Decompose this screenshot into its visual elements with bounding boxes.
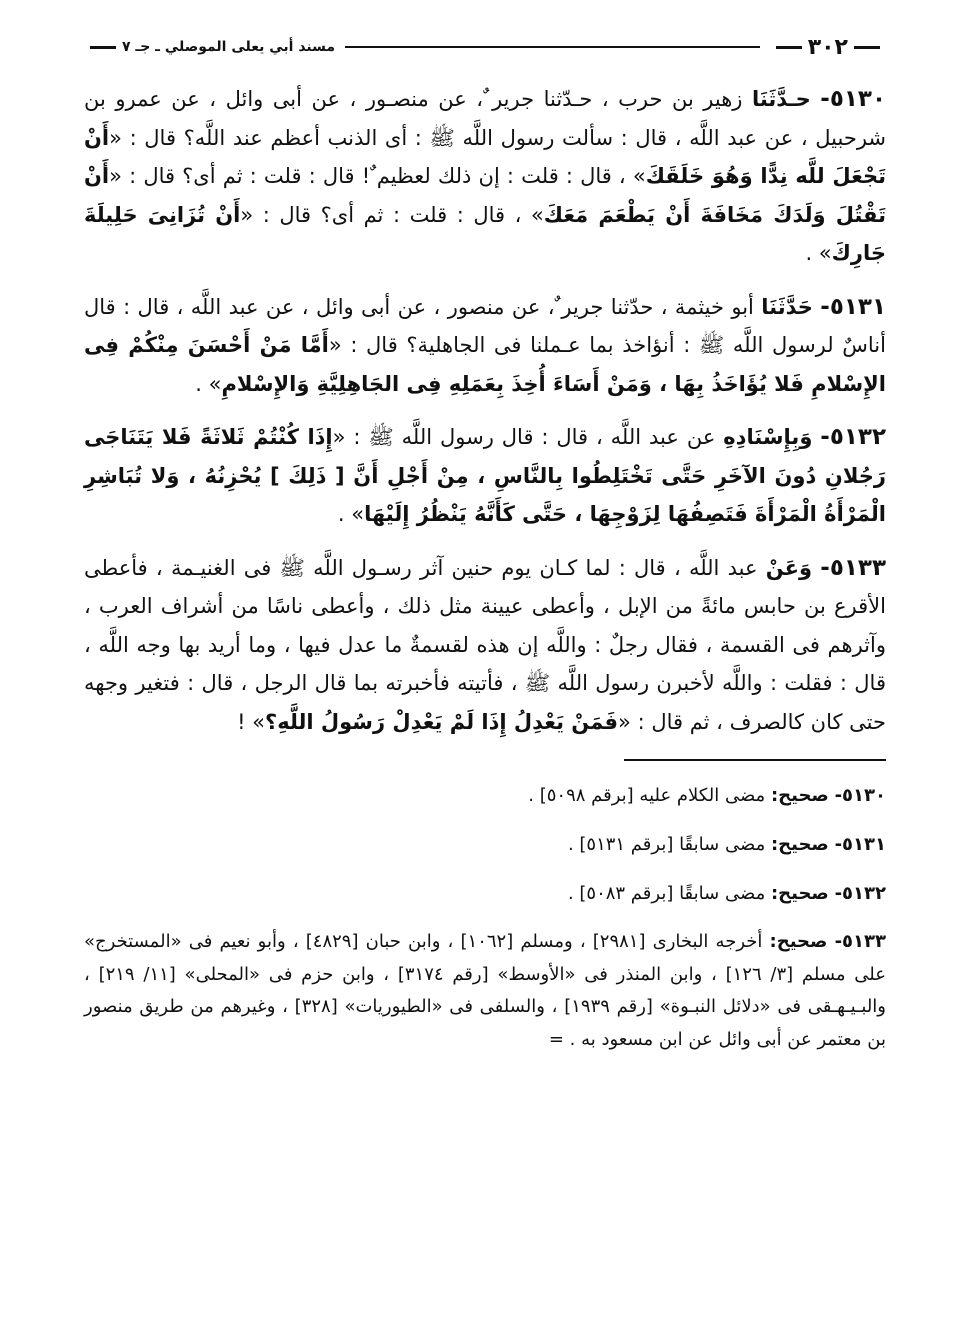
hadith-opener: وَعَنْ <box>765 555 813 580</box>
main-text <box>84 80 886 741</box>
hadith-opener: حـدَّثَنَا <box>751 87 811 111</box>
footnote-grade: صحيح: <box>770 883 829 904</box>
header-dash-right <box>854 46 880 49</box>
hadith-number: ٥١٣٣- <box>820 554 886 581</box>
header-dash-left <box>776 46 802 49</box>
hadith-number: ٥١٣١- <box>820 293 886 320</box>
hadith-isnad: زهير بن حرب ، حـدّثنا جرير ٌ، عن منصـور ، عن أبى وائل ، عن عمرو بن شرحبيل ، عن عبد اللَّه ، قال : سألت رسول اللَّه ﷺ : أى الذنب أعظم عند اللَّه؟ قال : « <box>84 87 886 150</box>
footnote-5132 <box>84 877 886 910</box>
hadith-connector: » ، قال : قلت : ثم أى؟ قال : « <box>240 202 544 227</box>
hadith-5133 <box>84 549 886 742</box>
hadith-opener: حَدَّثَنَا <box>761 294 813 319</box>
hadith-end: » . <box>805 241 832 265</box>
hadith-number: ٥١٣٠- <box>820 86 886 112</box>
hadith-matn: إِذَا كُنْتُمْ ثَلاثَةً فَلا يَتَنَاجَى رَجُلانِ دُونَ الآخَرِ حَتَّى تَخْتَلِطُوا بِالنَّاسِ ، مِنْ أَجْلِ أَنَّ [ ذَلِكَ ] يُحْزِنُهُ ، وَلا تُبَاشِرِ الْمَرْأَةُ الْمَرْأَةَ فَتَصِفُهَا لِزَوْجِهَا ، حَتَّى كَأَنَّهُ يَنْظُرُ إِلَيْهَا <box>84 425 886 526</box>
hadith-matn: أَنْ تَقْتُلَ وَلَدَكَ مَخَافَةَ أَنْ يَطْعَمَ مَعَكَ <box>84 164 887 227</box>
footnote-text: مضى سابقًا [برقم ٥٠٨٣] . <box>567 883 771 904</box>
header-rule <box>345 46 760 48</box>
book-title: مسند أبي يعلى الموصلي ـ جـ ٧ <box>122 39 336 55</box>
hadith-number: ٥١٣٢- <box>820 424 886 450</box>
hadith-matn: فَمَنْ يَعْدِلُ إِذَا لَمْ يَعْدِلْ رَسُولُ اللَّهِ؟ <box>265 709 619 734</box>
page-header <box>84 30 886 64</box>
footnote-5131 <box>84 828 886 861</box>
footnote-text: أخرجه البخارى [٢٩٨١] ، ومسلم [١٠٦٢] ، وابن حبان [٤٨٢٩] ، وأبو نعيم فى «المستخرج» على مسلم [٣/ ١٢٦] ، وابن المنذر فى «الأوسط» [رقم ٣١٧٤] ، وابن حزم فى «المحلى» [١١/ ٢١٩] ، والبـيـهـقى فى «دلائل النبـوة» [رقم ١٩٣٩] ، والسلفى فى «الطيوريات» [٣٢٨] ، وغيرهم من طريق منصور بن معتمر عن أبى وائل عن ابن مسعود به . = <box>84 931 886 1050</box>
footnote-5130 <box>84 779 886 812</box>
footnote-number: ٥١٣٠- <box>834 785 886 806</box>
hadith-isnad: أبو خيثمة ، حدّثنا جرير ٌ، عن منصور ، عن أبى وائل ، عن عبد اللَّه ، قال : قال أناسٌ لرسول اللَّه ﷺ : أنؤاخذ بما عـملنا فى الجاهلية؟ قال : « <box>84 294 886 357</box>
hadith-isnad: عبد اللَّه ، قال : لما كـان يوم حنين آثر رسـول اللَّه ﷺ فى الغنيـمة ، فأعطى الأقرع بن حابس مائةً من الإبل ، وأعطى عيينة مثل ذلك ، وأعطى ناسًا من أشراف العرب ، وآثرهم فى القسمة ، فقال رجلٌ : واللَّه إن هذه لقسمةٌ ما عدل فيها ، وما أريد بها وجه اللَّه ، قال : فقلت : واللَّه لأخبرن رسول اللَّه ﷺ ، فأتيته فأخبرته بما قال الرجل ، قال : فتغير وجهه حتى كان كالصرف ، ثم قال : « <box>84 555 886 734</box>
footnote-5133 <box>84 926 886 1056</box>
footnotes <box>84 779 886 1056</box>
hadith-matn: أَنْ تُزَانِىَ حَلِيلَةَ جَارِكَ <box>84 202 886 265</box>
hadith-end: » . <box>337 502 365 526</box>
hadith-end: » . <box>195 371 222 396</box>
footnote-text: مضى سابقًا [برقم ٥١٣١] . <box>567 834 771 855</box>
hadith-isnad: عن عبد اللَّه ، قال : قال رسول اللَّه ﷺ : « <box>332 425 724 449</box>
footnote-separator <box>624 759 886 761</box>
hadith-5131 <box>84 288 886 404</box>
hadith-matn: أَمَّا مَنْ أَحْسَنَ مِنْكُمْ فِى الإِسْلامِ فَلا يُؤَاخَذُ بِهَا ، وَمَنْ أَسَاءَ أُخِذَ بِعَمَلِهِ فِى الجَاهِلِيَّةِ وَالإِسْلامِ <box>84 333 886 396</box>
hadith-connector: » ، قال : قلت : إن ذلك لعظيم ٌ! قال : قلت : ثم أى؟ قال : « <box>109 164 646 188</box>
footnote-grade: صحيح: <box>770 834 829 855</box>
page-number: ٣٠٢ <box>770 35 886 60</box>
hadith-matn: أَنْ تَجْعَلَ للَّه نِدًّا وَهُوَ خَلَقَكَ <box>84 125 886 188</box>
footnote-number: ٥١٣١- <box>834 834 886 855</box>
footnote-number: ٥١٣٣- <box>834 931 886 952</box>
hadith-5132 <box>84 418 886 534</box>
hadith-end: » ! <box>237 709 266 734</box>
footnote-grade: صحيح: <box>770 785 829 806</box>
footnote-number: ٥١٣٢- <box>834 883 886 904</box>
footnote-grade: صحيح: <box>769 931 828 952</box>
header-dash-end <box>90 46 116 49</box>
hadith-5130 <box>84 80 886 273</box>
hadith-opener: وَبِإِسْنَادِهِ <box>723 425 813 449</box>
footnote-text: مضى الكلام عليه [برقم ٥٠٩٨] . <box>528 785 771 806</box>
